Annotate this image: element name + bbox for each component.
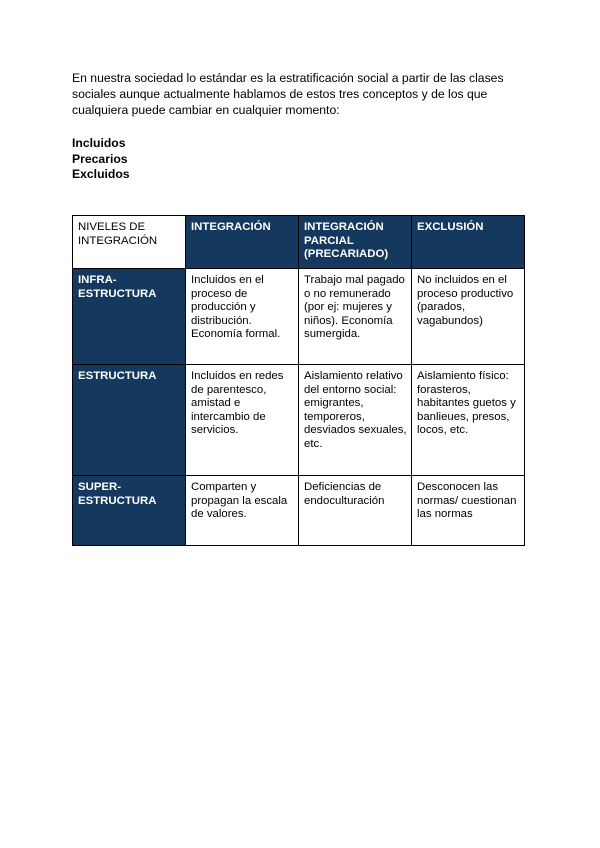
column-header-integracion: INTEGRACIÓN <box>186 216 299 269</box>
row-header-infraestructura: INFRA-ESTRUCTURA <box>73 269 186 365</box>
table-cell: No incluidos en el proceso productivo (parados, vagabundos) <box>412 269 525 365</box>
row-header-estructura: ESTRUCTURA <box>73 365 186 476</box>
column-header-exclusion: EXCLUSIÓN <box>412 216 525 269</box>
row-header-superestructura: SUPER-ESTRUCTURA <box>73 476 186 546</box>
term-incluidos: Incluidos <box>72 136 126 150</box>
integration-levels-table <box>72 215 525 546</box>
term-excluidos: Excluidos <box>72 167 130 181</box>
table-cell: Deficiencias de endoculturación <box>299 476 412 546</box>
intro-paragraph: En nuestra sociedad lo estándar es la estratificación social a partir de las clases sociales aunque actualmente hablamos de estos tres conceptos y de los que cualquiera puede cambiar en cualquier momento: <box>72 71 504 117</box>
table-row <box>73 269 525 365</box>
corner-header: NIVELES DE INTEGRACIÓN <box>73 216 186 269</box>
table-cell: Trabajo mal pagado o no remunerado (por ej: mujeres y niños). Economía sumergida. <box>299 269 412 365</box>
table-cell: Comparten y propagan la escala de valores. <box>186 476 299 546</box>
terms-list <box>72 136 130 183</box>
table-cell: Desconocen las normas/ cuestionan las normas <box>412 476 525 546</box>
term-precarios: Precarios <box>72 151 128 166</box>
table-row <box>73 476 525 546</box>
table-cell: Aislamiento relativo del entorno social: emigrantes, temporeros, desviados sexuales, etc. <box>299 365 412 476</box>
table-header-row <box>73 216 525 269</box>
column-header-integracion-parcial: INTEGRACIÓN PARCIAL (PRECARIADO) <box>299 216 412 269</box>
table-cell: Incluidos en el proceso de producción y distribución. Economía formal. <box>186 269 299 365</box>
table-row <box>73 365 525 476</box>
table-cell: Aislamiento físico: forasteros, habitantes guetos y banlieues, presos, locos, etc. <box>412 365 525 476</box>
table-cell: Incluidos en redes de parentesco, amistad e intercambio de servicios. <box>186 365 299 476</box>
